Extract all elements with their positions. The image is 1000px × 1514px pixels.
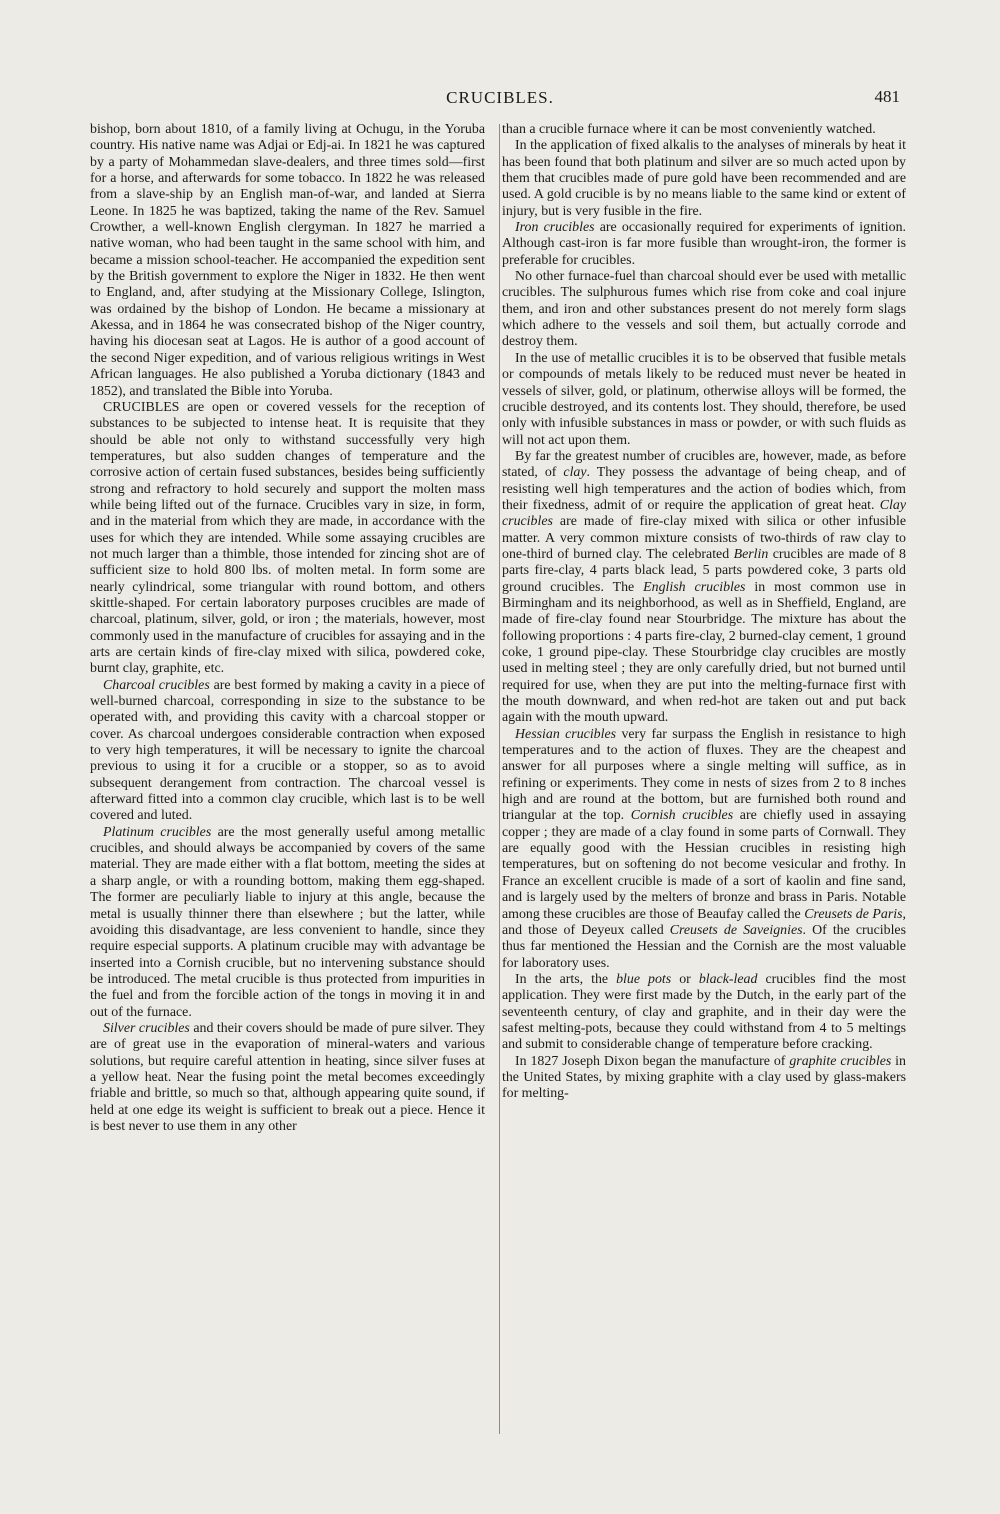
paragraph-text: In the use of metallic crucibles it is to be observed that fusible metals or compounds of metals likely to be reduced must never be heated in vessels of silver, gold, or platinum, otherwise alloys will be formed, the crucible destroyed, and its contents lost. They should, therefore, be used only with infusible substances in mass or powder, or with such fluids as will not act upon them.	[502, 350, 906, 448]
paragraph	[90, 400, 485, 678]
column-divider	[499, 124, 500, 1434]
italic-term: black-lead	[698, 971, 758, 987]
italic-term: Creusets de Saveignies	[669, 922, 803, 938]
italic-term: Charcoal crucibles	[103, 677, 210, 693]
paragraph	[502, 269, 906, 351]
paragraph-text: than a crucible furnace where it can be most conveniently watched.	[502, 122, 876, 137]
right-column	[502, 122, 906, 1103]
italic-term: Platinum crucibles	[103, 824, 212, 840]
paragraph-text: bishop, born about 1810, of a family living at Ochugu, in the Yoruba country. His native name was Adjai or Edj-ai. In 1821 he was captured by a party of Mohammedan slave-dealers, and three times sold—first for a horse, and afterwards for some tobacco. In 1822 he was released from a slave-ship by an English man-of-war, and landed at Sierra Leone. In 1825 he was baptized, taking the name of the Rev. Samuel Crowther, a well-known English clergyman. In 1827 he married a native woman, who had been taught in the same school with him, and became a mission school-teacher. He accompanied the expedition sent by the British government to explore the Niger in 1832. He then went to England, and, after studying at the Missionary College, Islington, was ordained by the bishop of London. He became a missionary at Akessa, and in 1864 he was consecrated bishop of the Niger country, having his diocesan seat at Lagos. He is author of a good account of the second Niger expedition, and of various religious writings in West African languages. He also published a Yoruba dictionary (1843 and 1852), and translated the Bible into Yoruba.	[90, 122, 485, 399]
paragraph-text: and their covers should be made of pure silver. They are of great use in the evaporation of mineral-waters and various solutions, but require careful attention in heating, since silver fuses at a yellow heat. Near the fusing point the metal becomes exceedingly friable and brittle, so much so that, although appearing quite sound, if held at one edge its weight is sufficient to break out a piece. Hence it is best never to use them in any other	[90, 1020, 485, 1134]
paragraph	[502, 727, 906, 972]
paragraph	[90, 678, 485, 825]
paragraph	[502, 449, 906, 727]
paragraph-text: In the application of fixed alkalis to the analyses of minerals by heat it has been found that both platinum and silver are so much acted upon by them that crucibles made of pure gold have been recommended and are used. A gold crucible is by no means liable to the same kind or extent of injury, but is very fusible in the fire.	[502, 138, 906, 219]
paragraph-text: in most common use in Birmingham and its neighborhood, as well as in Sheffield, England, are made of fire-clay found near Stourbridge. The mixture has about the following proportions : 4 parts fire-clay, 2 burned-clay cement, 1 ground coke, 1 ground pipe-clay. These Stourbridge clay crucibles are mostly used in melting steel ; they are only carefully dried, but not burned until required for use, when they are put into the melting-furnace first with the mouth downward, and when red-hot are taken out and put back again with the mouth upward.	[502, 579, 906, 726]
paragraph-text: are made of fire-clay mixed with silica or other infusible matter. A very common mixture consists of two-thirds of raw clay to one-third of burned clay. The celebrated	[502, 514, 906, 562]
paragraph	[502, 220, 906, 269]
paragraph-text: crucibles find the most application. They were first made by the Dutch, in the early part of the seventeenth century, of clay and graphite, and in their day were the safest melting-pots, because they could withstand from 4 to 5 meltings and submit to considerable change of temperature before cracking.	[502, 971, 906, 1053]
paragraph-text: are occasionally required for experiments of ignition. Although cast-iron is far more fusible than wrought-iron, the former is preferable for crucibles.	[502, 220, 906, 268]
paragraph	[90, 825, 485, 1021]
italic-term: Creusets de Paris	[804, 906, 903, 922]
paragraph-text: In 1827 Joseph Dixon began the manufacture of	[515, 1053, 790, 1069]
page-number: 481	[874, 87, 900, 106]
italic-term: Berlin	[733, 546, 769, 562]
paragraph-text: or	[671, 971, 699, 987]
page-header	[0, 86, 1000, 112]
paragraph-text: are chiefly used in assaying copper ; they are made of a clay found in some parts of Cornwall. They are equally good with the Hessian crucibles in resisting high temperatures, but on softening do not become vesicular and frothy. In France an excellent crucible is made of a sort of kaolin and fine sand, and is largely used by the melters of bronze and brass in Paris. Notable among these crucibles are those of Beaufay called the	[502, 808, 906, 922]
paragraph	[502, 972, 906, 1054]
paragraph-text: in the United States, by mixing graphite with a clay used by glass-makers for melting-	[502, 1053, 906, 1102]
italic-term: Hessian crucibles	[515, 726, 617, 742]
article-headword: CRUCIBLES	[103, 399, 180, 415]
italic-term: clay	[563, 465, 587, 481]
italic-term: Silver crucibles	[103, 1020, 190, 1036]
paragraph-text: , and those of Deyeux called	[502, 906, 906, 938]
paragraph	[90, 122, 485, 400]
paragraph	[502, 1054, 906, 1103]
italic-term: Cornish crucibles	[630, 808, 734, 824]
left-column	[90, 122, 485, 1135]
paragraph-text: very far surpass the English in resistance to high temperatures and to the action of fluxes. They are the cheapest and answer for all purposes where a single melting will suffice, as in refining or experiments. They come in nests of sizes from 2 to 8 inches high and are round at the bottom, but are furnished both round and triangular at the top.	[502, 726, 906, 824]
paragraph	[502, 138, 906, 220]
running-title: CRUCIBLES.	[446, 88, 554, 107]
italic-term: English crucibles	[643, 579, 746, 595]
paragraph	[502, 122, 906, 138]
paragraph-text: . Of the crucibles thus far mentioned the Hessian and the Cornish are the most valuable for laboratory uses.	[502, 922, 907, 971]
paragraph-text: crucibles are made of 8 parts fire-clay, 4 parts black lead, 5 parts powdered coke, 3 parts old ground crucibles. The	[502, 546, 906, 595]
paragraph-text: In the arts, the	[515, 971, 617, 987]
italic-term: Iron crucibles	[515, 220, 595, 236]
paragraph	[502, 351, 906, 449]
italic-term: Clay crucibles	[502, 497, 906, 530]
paragraph-text: No other furnace-fuel than charcoal should ever be used with metallic crucibles. The sulphurous fumes which rise from coke and coal injure them, and iron and other substances present do not merely form slags which adhere to the vessels and soil them, but actually corrode and destroy them.	[502, 269, 906, 350]
paragraph-text: are the most generally useful among metallic crucibles, and should always be accompanied by covers of the same material. They are made either with a flat bottom, meeting the sides at a sharp angle, or with a rounding bottom, making them egg-shaped. The former are peculiarly liable to injury at this angle, because the metal is usually thinner there than elsewhere ; but the latter, while avoiding this disadvantage, are less convenient to handle, since they require especial supports. A platinum crucible may with advantage be inserted into a Cornish crucible, but no intervening substance should be introduced. The metal crucible is thus protected from impurities in the fuel and from the forcible action of the tongs in moving it in and out of the furnace.	[90, 824, 485, 1020]
paragraph-text: By far the greatest number of crucibles are, however, made, as before stated, of	[502, 448, 906, 481]
paragraph-text: . They possess the advantage of being cheap, and of resisting well high temperatures and the action of bodies which, from their fixedness, admit of or require the application of great heat.	[502, 465, 906, 513]
paragraph-text: are open or covered vessels for the reception of substances to be subjected to intense heat. It is requisite that they should be able not only to withstand successfully very high temperatures, but also sudden changes of temperature and the corrosive action of certain fused substances, besides being sufficiently strong and refractory to hold securely and support the molten mass while being lifted out of the furnace. Crucibles vary in size, in form, and in the material from which they are made, in accordance with the uses for which they are intended. While some assaying crucibles are not much larger than a thimble, those intended for zincing shot are of sufficient size to hold 800 lbs. of molten metal. In form some are nearly cylindrical, some triangular with round bottom, and others skittle-shaped. For certain laboratory purposes crucibles are made of charcoal, platinum, silver, gold, or iron ; the materials, however, most commonly used in the manufacture of crucibles for assaying and in the arts are certain kinds of fire-clay mixed with silica, powdered coke, burnt clay, graphite, etc.	[90, 399, 485, 677]
paragraph-text: are best formed by making a cavity in a piece of well-burned charcoal, corresponding in size to the substance to be operated with, and providing this cavity with a charcoal stopper or cover. As charcoal undergoes considerable contraction when exposed to very high temperatures, it will be necessary to ignite the charcoal previous to using it for a crucible or a stopper, so as to avoid subsequent derangement from contraction. The charcoal vessel is afterward fitted into a common clay crucible, which last is to be well covered and luted.	[90, 677, 485, 824]
italic-term: graphite crucibles	[789, 1053, 892, 1069]
paragraph	[90, 1021, 485, 1135]
italic-term: blue pots	[616, 971, 672, 987]
